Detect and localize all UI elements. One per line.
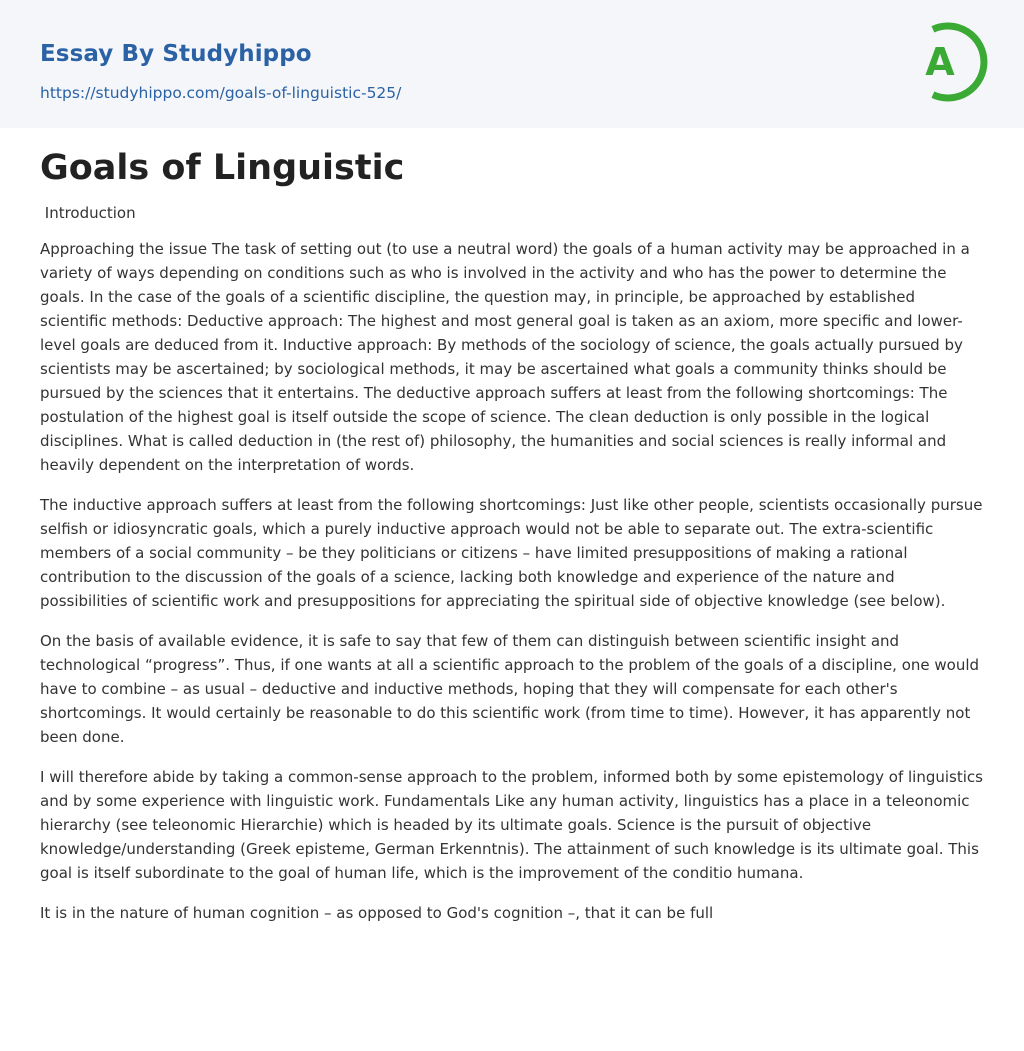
essay-paragraph-2: The inductive approach suffers at least from the following shortcomings: Just like other people, scientists occasionally pursue selfish or idiosyncratic goals, which a purely inductive approach would not be able to separate out. The extra-scientific members of a social community – be they politicians or citizens – have limited presuppositions of making a rational contribution to the discussion of the goals of a science, lacking both knowledge and experience of the nature and possibilities of scientific work and presuppositions for appreciating the spiritual side of objective knowledge (see below). (40, 496, 983, 610)
essay-intro-heading: Introduction (40, 204, 136, 222)
essay-paragraph-1: Approaching the issue The task of setting out (to use a neutral word) the goals of a human activity may be approached in a variety of ways depending on conditions such as who is involved in the activity and who has the power to determine the goals. In the case of the goals of a scientific discipline, the question may, in principle, be approached by established scientific methods: Deductive approach: The highest and most general goal is taken as an axiom, more specific and lower-level goals are deduced from it. Inductive approach: By methods of the sociology of science, the goals actually pursued by scientists may be ascertained; by sociological methods, it may be ascertained what goals a community thinks should be pursued by the sciences that it entertains. The deductive approach suffers at least from the following shortcomings: The postulation of the highest goal is itself outside the scope of science. The clean deduction is only possible in the logical disciplines. What is called deduction in (the rest of) philosophy, the humanities and social sciences is really informal and heavily dependent on the interpretation of words. (40, 240, 970, 474)
essay-url-link[interactable]: https://studyhippo.com/goals-of-linguistic-525/ (40, 84, 402, 102)
essay-paragraph-4: I will therefore abide by taking a common-sense approach to the problem, informed both by some epistemology of linguistics and by some experience with linguistic work. Fundamentals Like any human activity, linguistics has a place in a teleonomic hierarchy (see teleonomic Hierarchie) which is headed by its ultimate goals. Science is the pursuit of objective knowledge/understanding (Greek episteme, German Erkenntnis). The attainment of such knowledge is its ultimate goal. This goal is itself subordinate to the goal of human life, which is the improvement of the conditio humana. (40, 768, 983, 882)
logo-letter: A (925, 40, 955, 84)
site-header (0, 0, 1024, 128)
essay-content (0, 128, 1024, 925)
essay-title: Goals of Linguistic (40, 148, 405, 188)
essay-paragraph-5: It is in the nature of human cognition – as opposed to God's cognition –, that it can be full (40, 904, 714, 922)
essay-paragraph-3: On the basis of available evidence, it is safe to say that few of them can distinguish between scientific insight and technological “progress”. Thus, if one wants at all a scientific approach to the problem of the goals of a discipline, one would have to combine – as usual – deductive and inductive methods, hoping that they will compensate for each other's shortcomings. It would certainly be reasonable to do this scientific work (from time to time). However, it has apparently not been done. (40, 632, 980, 746)
studyhippo-logo-icon[interactable] (910, 18, 990, 106)
site-brand[interactable]: Essay By Studyhippo (40, 41, 312, 67)
